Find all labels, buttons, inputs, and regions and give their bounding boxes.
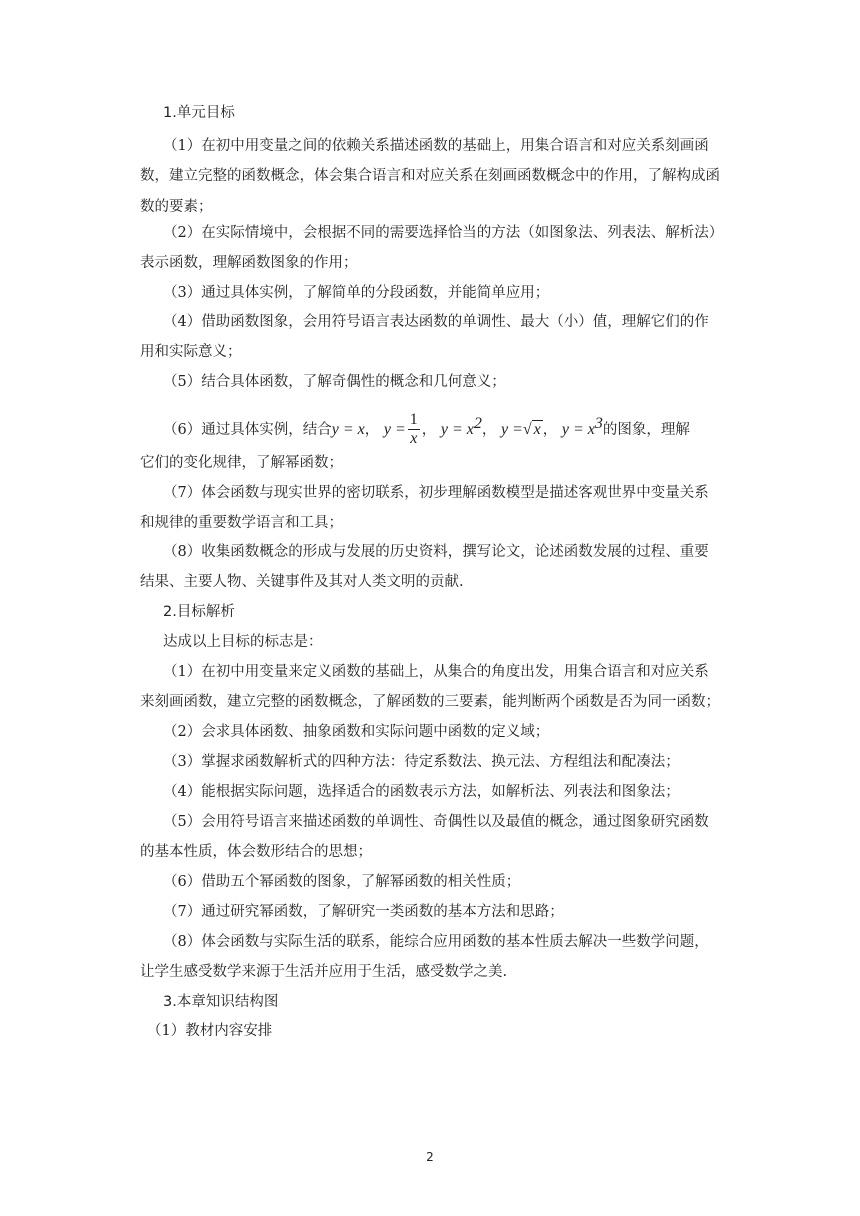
exponent-2: 2 <box>473 415 482 432</box>
comma: ， <box>364 421 380 438</box>
paragraph-line: 数的要素； <box>140 199 213 215</box>
paragraph-line: （3）通过具体实例，了解简单的分段函数，并能简单应用； <box>163 285 550 301</box>
section-heading-goal-analysis: 2.目标解析 <box>163 604 235 620</box>
exponent-3: 3 <box>594 415 603 432</box>
paragraph-line: 的基本性质，体会数形结合的思想； <box>140 844 372 860</box>
formula-line-suffix: 的图象，理解 <box>602 421 690 438</box>
formula-reciprocal-lhs: y = <box>383 420 406 438</box>
paragraph-line: 达成以上目标的标志是： <box>163 634 323 650</box>
formula-line-prefix: （6）通过具体实例，结合 <box>163 421 332 438</box>
formula-square: y = x <box>440 420 474 438</box>
formula-y-eq-x: y = x <box>331 420 365 438</box>
paragraph-line: 表示函数，理解函数图象的作用； <box>140 255 358 271</box>
comma: ， <box>542 421 558 438</box>
paragraph-line: （1）在初中用变量来定义函数的基础上，从集合的角度出发，用集合语言和对应关系 <box>163 664 709 680</box>
paragraph-line: （6）借助五个幂函数的图象，了解幂函数的相关性质； <box>163 874 521 890</box>
paragraph-line: 来刻画函数，建立完整的函数概念，了解函数的三要素，能判断两个函数是否为同一函数； <box>140 694 720 710</box>
comma: ， <box>421 421 437 438</box>
paragraph-line: （1）在初中用变量之间的依赖关系描述函数的基础上，用集合语言和对应关系刻画函 <box>163 138 709 154</box>
paragraph-line: 让学生感受数学来源于生活并应用于生活，感受数学之美. <box>140 964 508 980</box>
paragraph-line: 用和实际意义； <box>140 344 242 360</box>
section-heading-structure-chart: 3.本章知识结构图 <box>163 994 279 1010</box>
paragraph-line: （7）通过研究幂函数，了解研究一类函数的基本方法和思路； <box>163 904 564 920</box>
paragraph-line: （2）会求具体函数、抽象函数和实际问题中函数的定义域； <box>163 724 550 740</box>
formula-cube: y = x <box>561 420 595 438</box>
paragraph-line: （3）掌握求函数解析式的四种方法：待定系数法、换元法、方程组法和配凑法； <box>163 754 680 770</box>
formula-sqrt-lhs: y = <box>500 420 523 438</box>
paragraph-line: 它们的变化规律，了解幂函数； <box>140 455 343 471</box>
paragraph-line: （8）收集函数概念的形成与发展的历史资料，撰写论文，论述函数发展的过程、重要 <box>163 544 709 560</box>
paragraph-line: 结果、主要人物、关键事件及其对人类文明的贡献. <box>140 574 464 590</box>
paragraph-line: （2）在实际情境中，会根据不同的需要选择恰当的方法（如图象法、列表法、解析法） <box>163 225 724 241</box>
paragraph-line: 和规律的重要数学语言和工具； <box>140 515 343 531</box>
comma: ， <box>481 421 497 438</box>
fraction-denominator: x <box>410 430 418 448</box>
formula-reciprocal-fraction <box>408 411 420 448</box>
paragraph-line: （8）体会函数与实际生活的联系，能综合应用函数的基本性质去解决一些数学问题， <box>163 934 709 950</box>
fraction-numerator: 1 <box>409 411 418 429</box>
paragraph-line: （1）教材内容安排 <box>147 1023 273 1039</box>
paragraph-line: （5）结合具体函数，了解奇偶性的概念和几何意义； <box>163 374 506 390</box>
page-number: 2 <box>426 1150 434 1164</box>
section-heading-unit-goals: 1.单元目标 <box>163 105 235 121</box>
paragraph-line: （7）体会函数与现实世界的密切联系，初步理解函数模型是描述客观世界中变量关系 <box>163 485 709 501</box>
sqrt-radicand: x <box>533 420 541 438</box>
paragraph-line: （4）借助函数图象，会用符号语言表达函数的单调性、最大（小）值，理解它们的作 <box>163 314 709 330</box>
formula-line <box>163 402 690 446</box>
sqrt-sign: √ <box>522 420 532 438</box>
paragraph-line: 数，建立完整的函数概念，体会集合语言和对应关系在刻画函数概念中的作用，了解构成函 <box>140 168 720 184</box>
paragraph-line: （5）会用符号语言来描述函数的单调性、奇偶性以及最值的概念，通过图象研究函数 <box>163 814 709 830</box>
paragraph-line: （4）能根据实际问题，选择适合的函数表示方法，如解析法、列表法和图象法； <box>163 784 680 800</box>
